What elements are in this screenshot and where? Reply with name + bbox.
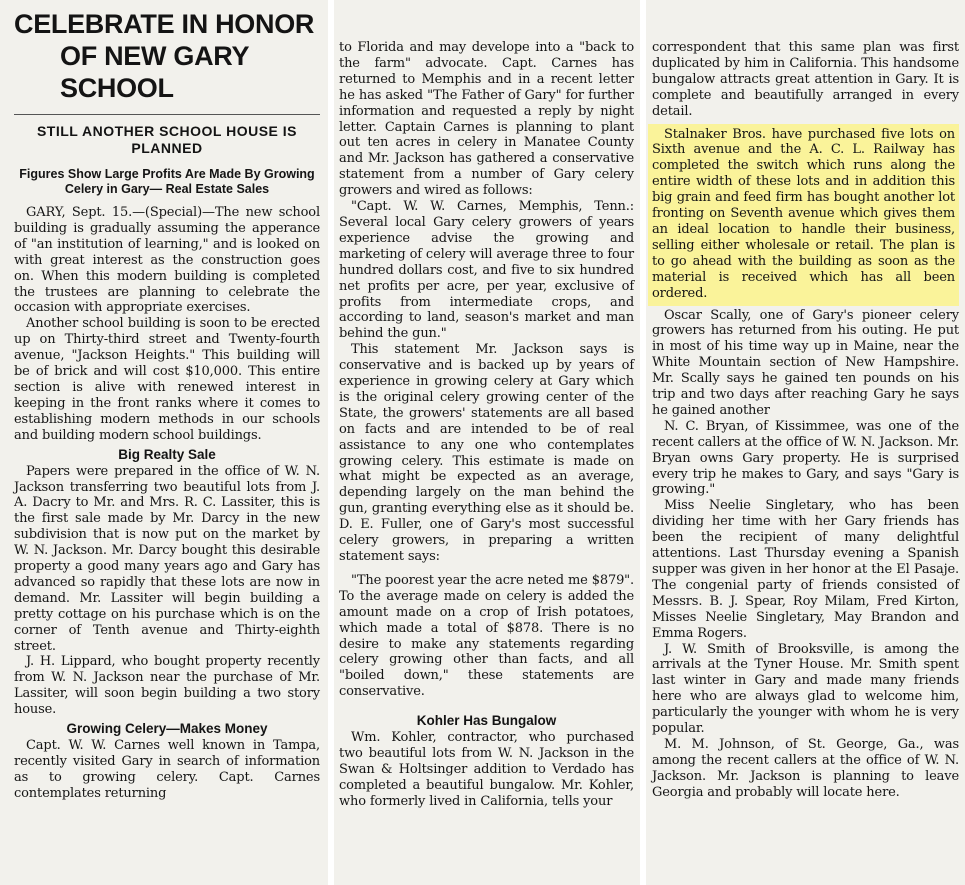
paragraph-carnes-cont: to Florida and may develope into a "back to the farm" advocate. Capt. Carnes has returned to Memphis and in a recent letter he has asked "The Father of Gary" for further information and requested a reply by night letter. Captain Carnes is planning to plant out ten acres in celery in Manatee County and Mr. Jackson has gathered a conservative statement from a number of Gary celery growers and wired as follows: (339, 40, 634, 199)
highlighted-paragraph (648, 124, 959, 306)
paragraph-statement: This statement Mr. Jackson says is conservative and is backed up by years of experience in growing celery at Gary which is the original celery growing center of the State, the growers' statements are all based on facts and are intended to be of real assistance to any one who contemplates growing celery. This estimate is made on what might be expected as an average, depending largely on the man behind the gun, granting everything else as it should be. D. E. Fuller, one of Gary's most successful celery growers, in preparing a written statement says: (339, 342, 634, 564)
paragraph-stalnaker: Stalnaker Bros. have purchased five lots on Sixth avenue and the A. C. L. Railway has completed the switch which runs along the entire width of these lots and in addition this big grain and feed firm has bought another lot fronting on Seventh avenue which gives them an ideal location to handle their business, selling either wholesale or retail. The plan is to go ahead with the building as soon as the material is received which has all been ordered. (652, 126, 955, 301)
section-heading-realty: Big Realty Sale (118, 446, 216, 462)
paragraph-scally: Oscar Scally, one of Gary's pioneer celery growers has returned from his outing. He put in most of his time way up in Maine, near the White Mountain section of New Hampshire. Mr. Scally says he gained ten pounds on his trip and two days after reaching Gary he says he gained another (652, 307, 959, 418)
column-1 (0, 0, 328, 885)
paragraph-school: GARY, Sept. 15.—(Special)—The new school building is gradually assuming the apperance of "an institution of learning," and is looked on with great interest as the construction goes on. When this modern building is completed the trustees are planning to celebrate the occasion with appropriate exercises. (14, 205, 320, 316)
subhead: STILL ANOTHER SCHOOL HOUSE IS PLANNED (36, 123, 298, 156)
column-3 (646, 0, 965, 885)
column-2 (334, 0, 640, 885)
paragraph-fuller-quote: "The poorest year the acre neted me $879". To the average made on celery is added the amount made on a crop of Irish potatoes, which made a total of $878. There is no desire to make any statements regarding celery growing other than facts, and all "boiled down," these statements are conservative. (339, 572, 634, 700)
divider (14, 114, 320, 115)
paragraph-smith: J. W. Smith of Brooksville, is among the arrivals at the Tyner House. Mr. Smith spent last winter in Gary and made many friends here who are always glad to welcome him, particularly the younger with whom he is very popular. (652, 641, 959, 737)
paragraph-jackson-heights: Another school building is soon to be erected up on Thirty-third street and Twenty-fourth avenue, "Jackson Heights." This building will be of brick and will cost $10,000. This entire section is alive with renewed interest in keeping in the front ranks where it comes to establishing modern methods in our schools and building modern school buildings. (14, 316, 320, 443)
paragraph-kohler-cont: correspondent that this same plan was first duplicated by him in California. This handsome bungalow attracts great attention in Gary. It is complete and beautifully arranged in every detail. (652, 40, 959, 119)
deck: Figures Show Large Profits Are Made By Growing Celery in Gary— Real Estate Sales (19, 167, 315, 196)
paragraph-kohler: Wm. Kohler, contractor, who purchased two beautiful lots from W. N. Jackson in the Swan & Holtsinger addition to Verdado has completed a beautiful bungalow. Mr. Kohler, who formerly lived in California, tells your (339, 730, 634, 809)
headline-line-2: OF NEW GARY SCHOOL (60, 41, 249, 103)
paragraph-lippard: J. H. Lippard, who bought property recently from W. N. Jackson near the purchase of Mr. Lassiter, will soon begin building a two story house. (14, 654, 320, 718)
paragraph-carnes: Capt. W. W. Carnes well known in Tampa, recently visited Gary in search of information as to growing celery. Capt. Carnes contemplates returning (14, 738, 320, 801)
paragraph-bryan: N. C. Bryan, of Kissimmee, was one of the recent callers at the office of W. N. Jackson. Mr. Bryan owns Gary property. He is surprised every trip he makes to Gary, and says "Gary is growing." (652, 418, 959, 498)
headline (14, 8, 320, 104)
paragraph-singletary: Miss Neelie Singletary, who has been dividing her time with her Gary friends has been the recipient of many delightful attentions. Last Thursday evening a Spanish supper was given in her honor at the El Pasaje. The congenial party of friends consisted of Messrs. B. J. Spear, Roy Milam, Fred Kirton, Misses Neelie Singletary, May Brandon and Emma Rogers. (652, 498, 959, 641)
paragraph-realty-sale: Papers were prepared in the office of W. N. Jackson transferring two beautiful lots from J. A. Dacry to Mr. and Mrs. R. C. Lassiter, this is the first sale made by Mr. Darcy in the new subdivision that is now put on the market by W. N. Jackson. Mr. Darcy bought this desirable property a good many years ago and Gary has advanced so rapidly that these lots are now in demand. Mr. Lassiter will begin building a pretty cottage on his purchase which is on the corner of Tenth avenue and Thirty-eighth street. (14, 463, 320, 654)
paragraph-telegram: "Capt. W. W. Carnes, Memphis, Tenn.: Several local Gary celery growers of years experience advise the growing and marketing of celery will average three to four hundred dollars cost, and five to six hundred net profits per acre, per year, exclusive of profits from intermediate crops, and according to land, season's market and man behind the gun." (339, 199, 634, 342)
section-heading-celery: Growing Celery—Makes Money (66, 721, 268, 737)
paragraph-johnson: M. M. Johnson, of St. George, Ga., was among the recent callers at the office of W. N. Jackson. Mr. Jackson is planning to leave Georgia and probably will locate here. (652, 736, 959, 800)
headline-line-1: CELEBRATE IN HONOR (14, 9, 315, 39)
section-heading-kohler: Kohler Has Bungalow (416, 713, 557, 729)
